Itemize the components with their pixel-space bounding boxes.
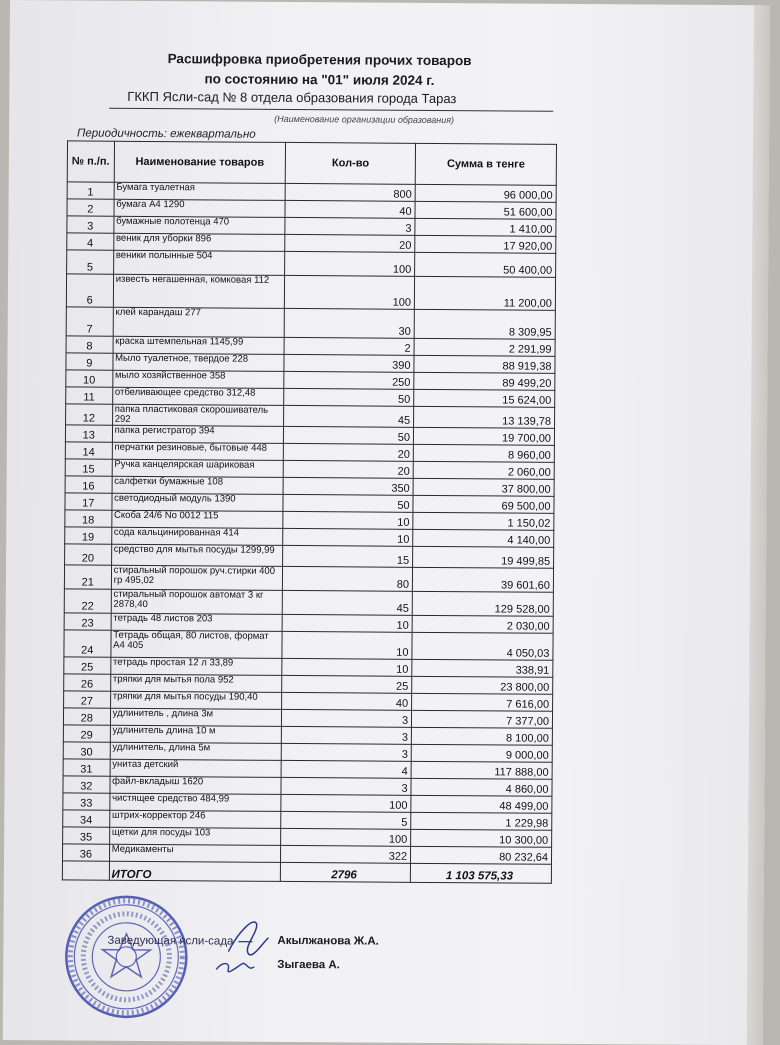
item-name: Бумага туалетная: [114, 182, 286, 200]
row-number: 21: [64, 565, 111, 589]
item-sum: 50 400,00: [415, 252, 556, 277]
item-name: удлинитель , длина 3м: [110, 708, 282, 726]
item-sum: 9 000,00: [411, 744, 552, 762]
document-page: [3, 0, 770, 1045]
item-sum: 23 800,00: [412, 676, 553, 694]
item-sum: 17 920,00: [415, 235, 556, 253]
item-name: удлинитель длина 10 м: [110, 725, 282, 743]
item-name: папка регистратор 394: [112, 425, 284, 443]
item-quantity: 50: [283, 494, 413, 512]
row-number: 23: [64, 613, 111, 630]
total-sum: 1 103 575,33: [410, 863, 551, 883]
item-quantity: 3: [285, 217, 415, 235]
item-name: светодиодный модуль 1390: [112, 493, 284, 511]
item-quantity: 3: [282, 726, 412, 744]
item-sum: 8 960,00: [413, 444, 554, 462]
item-sum: 10 300,00: [411, 829, 552, 847]
item-name: тряпки для мытья посуды 190,40: [110, 691, 282, 709]
row-number: 18: [65, 510, 112, 527]
row-number: 30: [63, 742, 110, 759]
item-quantity: 20: [283, 460, 413, 478]
item-sum: 19 700,00: [414, 427, 555, 445]
row-number: 1: [67, 182, 114, 199]
item-quantity: 10: [282, 614, 412, 632]
row-number: 6: [66, 274, 113, 307]
item-sum: 129 528,00: [412, 591, 553, 616]
item-name: сода кальцинированная 414: [111, 527, 283, 545]
row-number: 13: [65, 425, 112, 442]
column-header-name: Наименование товаров: [114, 141, 286, 183]
item-quantity: 45: [282, 590, 412, 615]
item-quantity: 3: [282, 709, 412, 727]
official-stamp: [63, 893, 190, 1020]
item-quantity: 10: [282, 631, 412, 659]
row-number: 8: [66, 336, 113, 353]
row-number: 10: [66, 370, 113, 387]
row-number: 17: [65, 493, 112, 510]
item-name: средство для мытья посуды 1299,99: [111, 544, 283, 566]
total-number-cell: [62, 861, 109, 880]
item-name: известь негашенная, комковая 112: [113, 274, 285, 308]
item-quantity: 10: [282, 658, 412, 676]
table-row: [64, 630, 553, 660]
row-number: 36: [62, 844, 109, 861]
row-number: 26: [64, 674, 111, 691]
table-body: [62, 182, 556, 864]
item-quantity: 45: [284, 405, 414, 427]
item-quantity: 20: [285, 234, 415, 252]
row-number: 27: [64, 691, 111, 708]
item-quantity: 80: [283, 566, 413, 591]
row-number: 15: [65, 459, 112, 476]
item-name: чистящее средство 484,99: [110, 793, 282, 811]
row-number: 22: [64, 589, 111, 613]
item-name: мыло хозяйственное 358: [112, 370, 284, 388]
column-header-sum: Сумма в тенге: [415, 143, 556, 185]
row-number: 5: [67, 250, 114, 274]
item-sum: 11 200,00: [414, 276, 555, 310]
row-number: 28: [63, 708, 110, 725]
item-sum: 13 139,78: [414, 406, 555, 428]
item-sum: 37 800,00: [413, 478, 554, 496]
item-sum: 69 500,00: [413, 495, 554, 513]
row-number: 11: [66, 387, 113, 404]
item-name: тетрадь 48 листов 203: [111, 613, 283, 631]
row-number: 24: [64, 630, 111, 657]
item-quantity: 390: [284, 354, 414, 372]
row-number: 20: [65, 544, 112, 565]
item-quantity: 3: [281, 777, 411, 795]
item-name: перчатки резиновые, бытовые 448: [112, 442, 284, 460]
item-sum: 1 150,02: [413, 512, 554, 530]
item-name: стиральный порошок руч.стирки 400 гр 495,02: [111, 565, 283, 590]
item-quantity: 10: [283, 528, 413, 546]
item-quantity: 40: [285, 200, 415, 218]
item-quantity: 2: [284, 337, 414, 355]
item-quantity: 50: [284, 426, 414, 444]
row-number: 35: [63, 827, 110, 844]
periodicity-label: Периодичность: ежеквартально: [77, 127, 256, 141]
item-quantity: 4: [281, 760, 411, 778]
item-name: клей карандаш 277: [113, 307, 285, 337]
row-number: 16: [65, 476, 112, 493]
row-number: 9: [66, 353, 113, 370]
item-quantity: 100: [285, 251, 415, 276]
item-sum: 80 232,64: [411, 846, 552, 864]
item-sum: 4 140,00: [413, 529, 554, 547]
item-name: стиральный порошок автомат 3 кг 2878,40: [111, 589, 283, 614]
item-quantity: 10: [283, 511, 413, 529]
item-quantity: 350: [283, 477, 413, 495]
item-sum: 7 377,00: [412, 710, 553, 728]
row-number: 7: [66, 307, 113, 336]
item-name: Тетрадь общая, 80 листов, формат А4 405: [111, 630, 283, 658]
item-name: бумажные полотенца 470: [114, 216, 286, 234]
item-name: Ручка канцелярская шариковая: [112, 459, 284, 477]
item-name: веники полынные 504: [113, 250, 285, 275]
item-sum: 8 100,00: [411, 727, 552, 745]
document-title-line2: по состоянию на "01" июля 2024 г.: [204, 71, 435, 88]
row-number: 12: [66, 404, 113, 425]
item-quantity: 100: [281, 828, 411, 846]
item-name: отбеливающее средство 312,48: [112, 387, 284, 405]
row-number: 19: [65, 527, 112, 544]
row-number: 3: [67, 216, 114, 233]
row-number: 31: [63, 759, 110, 776]
signatory-name-1: Акылжанова Ж.А.: [277, 934, 379, 948]
item-quantity: 100: [281, 794, 411, 812]
item-name: веник для уборки 896: [113, 233, 285, 251]
item-sum: 8 309,95: [414, 309, 555, 339]
item-name: файл-вкладыш 1620: [110, 776, 282, 794]
item-sum: 19 499,85: [413, 546, 554, 568]
item-quantity: 40: [282, 692, 412, 710]
item-quantity: 3: [281, 743, 411, 761]
item-quantity: 5: [281, 811, 411, 829]
item-name: тряпки для мытья пола 952: [110, 674, 282, 692]
item-quantity: 100: [285, 275, 415, 309]
item-sum: 7 616,00: [412, 693, 553, 711]
item-sum: 1 229,98: [411, 812, 552, 830]
item-name: Скоба 24/6 No 0012 115: [111, 510, 283, 528]
item-quantity: 20: [283, 443, 413, 461]
item-sum: 51 600,00: [415, 201, 556, 219]
row-number: 14: [65, 442, 112, 459]
item-sum: 4 050,03: [412, 632, 553, 660]
item-name: краска штемпельная 1145,99: [113, 336, 285, 354]
item-quantity: 800: [285, 183, 415, 201]
row-number: 34: [63, 810, 110, 827]
row-number: 4: [67, 233, 114, 250]
item-name: унитаз детский: [110, 759, 282, 777]
organization-name: ГККП Ясли-сад № 8 отдела образования города Тараз: [127, 88, 457, 107]
total-row: [62, 861, 551, 883]
item-sum: 39 601,60: [412, 567, 553, 592]
table-row: [66, 307, 555, 339]
organization-underline: [109, 108, 553, 112]
signatory-role: Заведующая ясли-сада: [107, 934, 234, 948]
total-quantity: 2796: [281, 862, 411, 882]
item-name: бумага А4 1290: [114, 199, 286, 217]
item-sum: 2 291,99: [414, 338, 555, 356]
handwritten-signature: [208, 911, 278, 981]
column-header-quantity: Кол-во: [285, 142, 415, 184]
item-sum: 117 888,00: [411, 761, 552, 779]
organization-caption: (Наименование организации образования): [274, 113, 455, 126]
row-number: 25: [64, 657, 111, 674]
item-sum: 2 030,00: [412, 615, 553, 633]
item-sum: 4 860,00: [411, 778, 552, 796]
item-name: Мыло туалетное, твердое 228: [113, 353, 285, 371]
table-header-row: [67, 141, 556, 185]
item-sum: 338,91: [412, 659, 553, 677]
item-quantity: 25: [282, 675, 412, 693]
document-title-line1: Расшифровка приобретения прочих товаров: [167, 51, 472, 69]
item-quantity: 322: [281, 845, 411, 863]
row-number: 33: [63, 793, 110, 810]
column-header-number: № п./п.: [67, 141, 114, 182]
item-name: удлинитель, длина 5м: [110, 742, 282, 760]
row-number: 32: [63, 776, 110, 793]
item-sum: 89 499,20: [414, 372, 555, 390]
item-sum: 48 499,00: [411, 795, 552, 813]
total-label: ИТОГО: [109, 861, 281, 881]
item-sum: 15 624,00: [414, 389, 555, 407]
item-name: папка пластиковая скорошиватель 292: [112, 404, 284, 426]
item-quantity: 50: [284, 388, 414, 406]
paper-edge: [747, 5, 770, 1045]
row-number: 29: [63, 725, 110, 742]
item-sum: 2 060,00: [413, 461, 554, 479]
item-quantity: 250: [284, 371, 414, 389]
row-number: 2: [67, 199, 114, 216]
item-name: щетки для посуды 103: [109, 827, 281, 845]
table-row: [66, 274, 555, 310]
item-name: салфетки бумажные 108: [112, 476, 284, 494]
item-name: тетрадь простая 12 л 33,89: [110, 657, 282, 675]
goods-table: [62, 140, 557, 883]
signatory-name-2: Зыгаева А.: [277, 958, 340, 972]
item-name: штрих-корректор 246: [109, 810, 281, 828]
item-quantity: 15: [283, 545, 413, 567]
item-sum: 1 410,00: [415, 218, 556, 236]
item-name: Медикаменты: [109, 844, 281, 862]
item-quantity: 30: [284, 308, 414, 338]
item-sum: 96 000,00: [415, 184, 556, 202]
item-sum: 88 919,38: [414, 355, 555, 373]
